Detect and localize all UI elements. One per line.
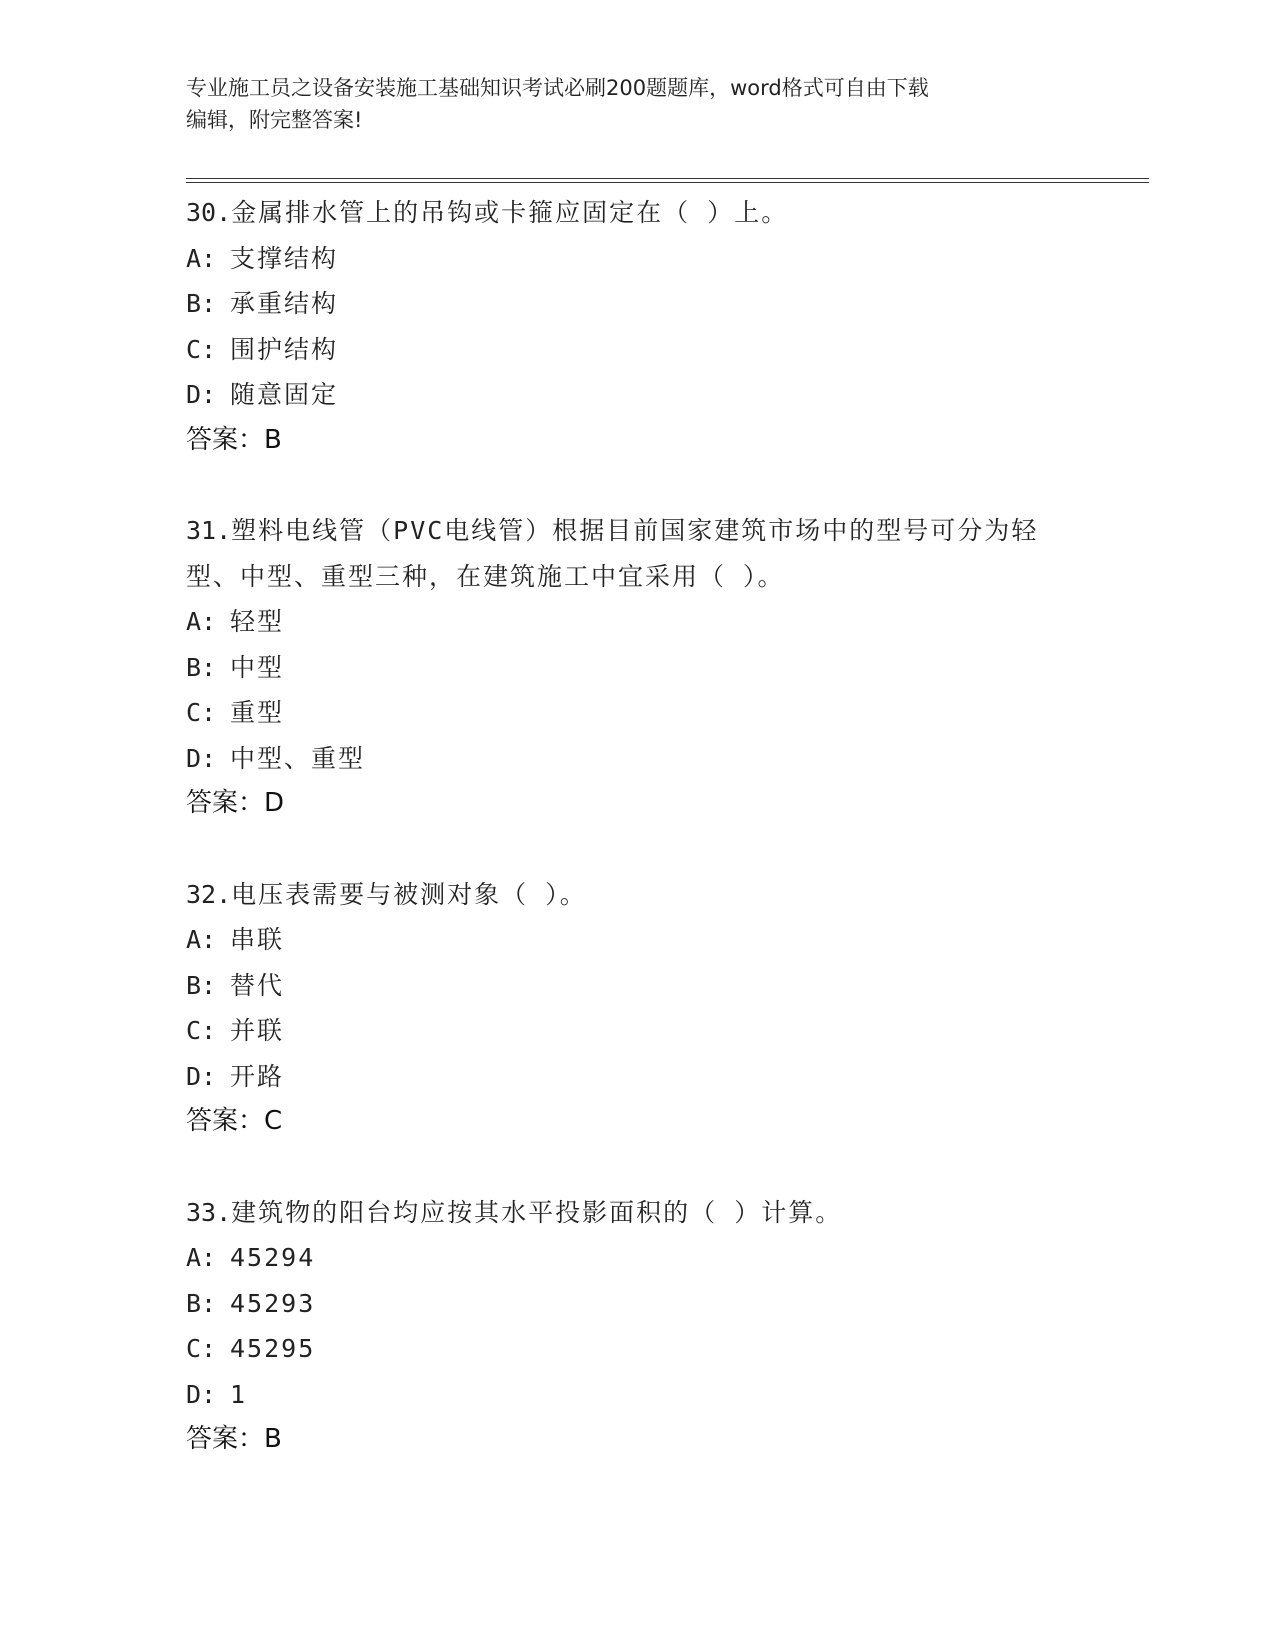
option-text: 45293: [230, 1288, 316, 1318]
option-d: [186, 372, 1086, 418]
option-label: A:: [186, 925, 217, 954]
option-text: 重型: [230, 698, 285, 727]
option-c: [186, 1326, 1086, 1372]
option-text: 替代: [230, 970, 285, 1000]
question-number: 33.: [186, 1197, 232, 1227]
option-text: 支撑结构: [230, 243, 339, 273]
option-d: [186, 736, 1086, 782]
option-text: 45295: [230, 1334, 316, 1363]
question-body: 塑料电线管（PVC电线管）根据目前国家建筑市场中的型号可分为轻型、中型、重型三种，在建筑施工中宜采用（ ）。: [186, 516, 1039, 591]
option-d: [186, 1372, 1086, 1418]
option-label: D:: [186, 1379, 217, 1409]
question-32: [186, 872, 1086, 1145]
answer: 答案：B: [186, 1424, 282, 1454]
question-text: [186, 190, 1086, 236]
option-b: [186, 645, 1086, 691]
option-c: [186, 327, 1086, 373]
option-label: A:: [186, 243, 217, 273]
question-list: [186, 190, 1086, 1508]
question-number: 32.: [186, 879, 232, 909]
option-label: B:: [186, 970, 217, 1000]
option-label: A:: [186, 1243, 217, 1272]
question-number: 30.: [186, 198, 232, 227]
answer: 答案：D: [186, 788, 285, 818]
option-a: [186, 917, 1086, 963]
option-label: D:: [186, 743, 217, 773]
option-label: B:: [186, 289, 217, 318]
option-text: 串联: [230, 925, 285, 954]
option-text: 围护结构: [230, 334, 339, 364]
option-label: C:: [186, 1334, 217, 1363]
option-text: 承重结构: [230, 289, 339, 318]
header-divider: [186, 178, 1149, 183]
question-text: [186, 872, 1086, 918]
answer: 答案：B: [186, 424, 282, 455]
option-label: B:: [186, 1288, 217, 1318]
option-a: [186, 599, 1086, 645]
question-text: [186, 508, 1086, 599]
option-text: 并联: [230, 1016, 285, 1045]
question-body: 建筑物的阳台均应按其水平投影面积的（ ）计算。: [231, 1197, 843, 1227]
question-30: [186, 190, 1086, 463]
option-text: 1: [230, 1379, 248, 1409]
option-a: [186, 1235, 1086, 1281]
option-label: B:: [186, 652, 217, 682]
option-a: [186, 236, 1086, 282]
option-text: 中型、重型: [230, 743, 366, 773]
option-b: [186, 1281, 1086, 1327]
answer: 答案：C: [186, 1106, 283, 1136]
question-31: [186, 508, 1086, 827]
option-label: A:: [186, 607, 217, 636]
question-text: [186, 1190, 1086, 1236]
question-body: 电压表需要与被测对象（ ）。: [231, 879, 587, 909]
option-text: 开路: [230, 1061, 285, 1091]
option-b: [186, 963, 1086, 1009]
option-text: 轻型: [230, 607, 285, 636]
option-label: C:: [186, 334, 217, 364]
option-b: [186, 281, 1086, 327]
header-title-line2: 编辑，附完整答案!: [186, 108, 363, 132]
question-number: 31.: [186, 516, 232, 545]
option-c: [186, 1008, 1086, 1054]
question-body: 金属排水管上的吊钩或卡箍应固定在（ ）上。: [231, 198, 789, 227]
option-text: 45294: [230, 1243, 316, 1272]
option-d: [186, 1054, 1086, 1100]
option-label: C:: [186, 698, 217, 727]
question-33: [186, 1190, 1086, 1463]
option-text: 中型: [230, 652, 285, 682]
option-label: C:: [186, 1016, 217, 1045]
header-title-line1: 专业施工员之设备安装施工基础知识考试必刷200题题库，word格式可自由下载: [186, 76, 929, 100]
option-label: D:: [186, 1061, 217, 1091]
option-label: D:: [186, 380, 217, 409]
option-c: [186, 690, 1086, 736]
document-header: [186, 72, 1066, 136]
option-text: 随意固定: [230, 380, 339, 409]
